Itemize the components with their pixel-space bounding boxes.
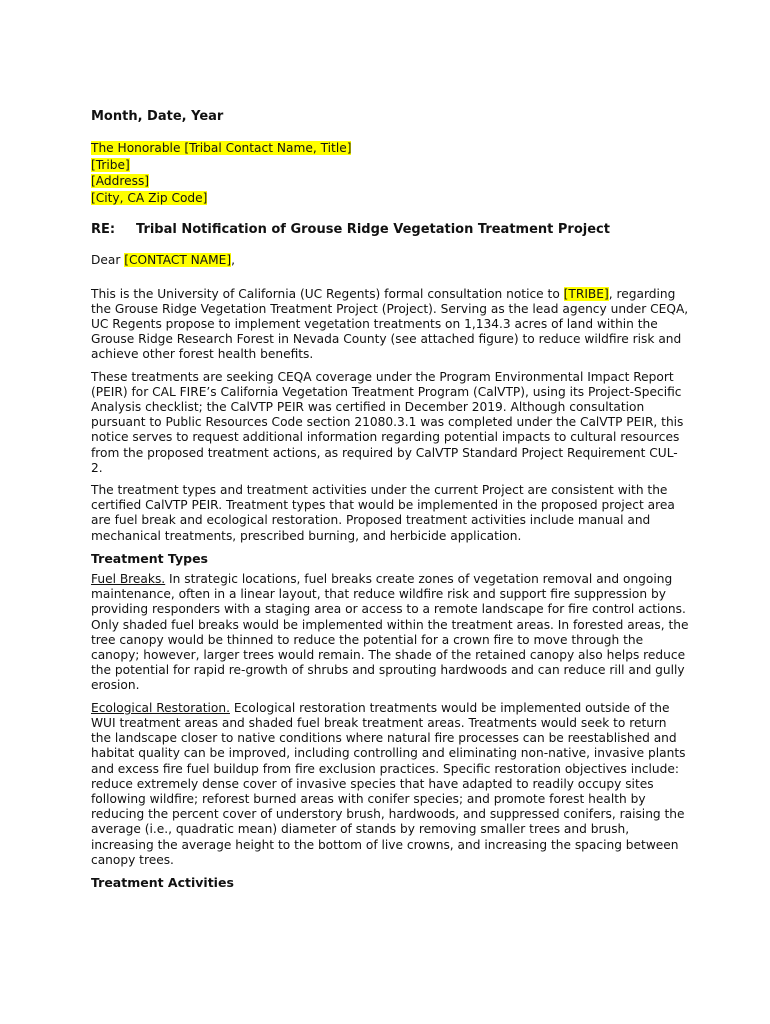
ecological-restoration-label: Ecological Restoration. [91, 700, 230, 715]
re-subject: Tribal Notification of Grouse Ridge Vegetation Treatment Project [136, 222, 610, 238]
recipient-city-zip: [City, CA Zip Code] [91, 190, 208, 205]
salutation [91, 253, 689, 268]
letter-body [91, 109, 689, 896]
recipient-address: [Address] [91, 174, 150, 189]
paragraph-consistency: The treatment types and treatment activities under the current Project are consistent with the certified CalVTP PEIR. Treatment types that would be implemented in the proposed project area are fuel break and ecological restoration. Proposed treatment activities include manual and mechanical treatments, prescribed burning, and herbicide application. [91, 483, 675, 543]
intro-text-after: , regarding the Grouse Ridge Vegetation Treatment Project (Project). Serving as the lead agency under CEQA, UC Regents propose to implement vegetation treatments on 1,134.3 acres of land within the Grouse Ridge Research Forest in Nevada County (see attached figure) to reduce wildfire risk and achieve other forest health benefits. [91, 286, 689, 362]
paragraph-fuel-breaks [91, 572, 689, 694]
heading-treatment-activities: Treatment Activities [91, 874, 234, 890]
paragraph-ceqa: These treatments are seeking CEQA coverage under the Program Environmental Impact Report (PEIR) for CAL FIRE’s California Vegetation Treatment Program (CalVTP), using its Project-Specific Analysis checklist; the CalVTP PEIR was certified in December 2019. Although consultation pursuant to Public Resources Code section 21080.3.1 was completed under the CalVTP PEIR, this notice serves to request additional information regarding potential impacts to cultural resources from the proposed treatment actions, as required by CalVTP Standard Project Requirement CUL-2. [91, 369, 684, 475]
ecological-restoration-text: Ecological restoration treatments would be implemented outside of the WUI treatment areas and shaded fuel break treatment areas. Treatments would seek to return the landscape closer to native conditions where natural fire processes can be reestablished and habitat quality can be improved, including controlling and eliminating non-native, invasive plants and excess fire fuel buildup from fire exclusion practices. Specific restoration objectives include: reduce extremely dense cover of invasive species that have adapted to readily occupy sites following wildfire; reforest burned areas with conifer species; and promote forest health by reducing the percent cover of understory brush, hardwoods, and suppressed conifers, raising the average (i.e., quadratic mean) diameter of stands by removing smaller trees and brush, increasing the average height to the bottom of live crowns, and increasing the spacing between canopy trees. [91, 700, 686, 867]
tribe-placeholder: [TRIBE] [563, 286, 609, 301]
recipient-block [91, 140, 689, 206]
re-label: RE: [91, 222, 116, 238]
paragraph-intro [91, 287, 689, 363]
fuel-breaks-text: In strategic locations, fuel breaks create zones of vegetation removal and ongoing maintenance, often in a linear layout, that reduce wildfire risk and support fire suppression by providing responders with a staging area or access to a remote landscape for fire control actions. Only shaded fuel breaks would be implemented within the treatment areas. In forested areas, the tree canopy would be thinned to reduce the potential for a crown fire to move through the canopy; however, larger trees would remain. The shade of the retained canopy also helps reduce the potential for rapid re-growth of shrubs and sprouting hardwoods and can reduce rill and gully erosion. [91, 572, 689, 693]
intro-text-before: This is the University of California (UC Regents) formal consultation notice to [91, 286, 564, 301]
recipient-name-title: The Honorable [Tribal Contact Name, Title] [91, 141, 352, 156]
letter-date: Month, Date, Year [91, 109, 224, 124]
recipient-tribe: [Tribe] [91, 157, 130, 172]
salutation-prefix: Dear [91, 253, 125, 268]
paragraph-ecological-restoration [91, 701, 689, 868]
salutation-suffix: , [231, 253, 235, 268]
salutation-placeholder: [CONTACT NAME] [124, 253, 232, 268]
heading-treatment-types: Treatment Types [91, 550, 208, 566]
fuel-breaks-label: Fuel Breaks. [91, 572, 166, 587]
subject-line [91, 222, 689, 237]
